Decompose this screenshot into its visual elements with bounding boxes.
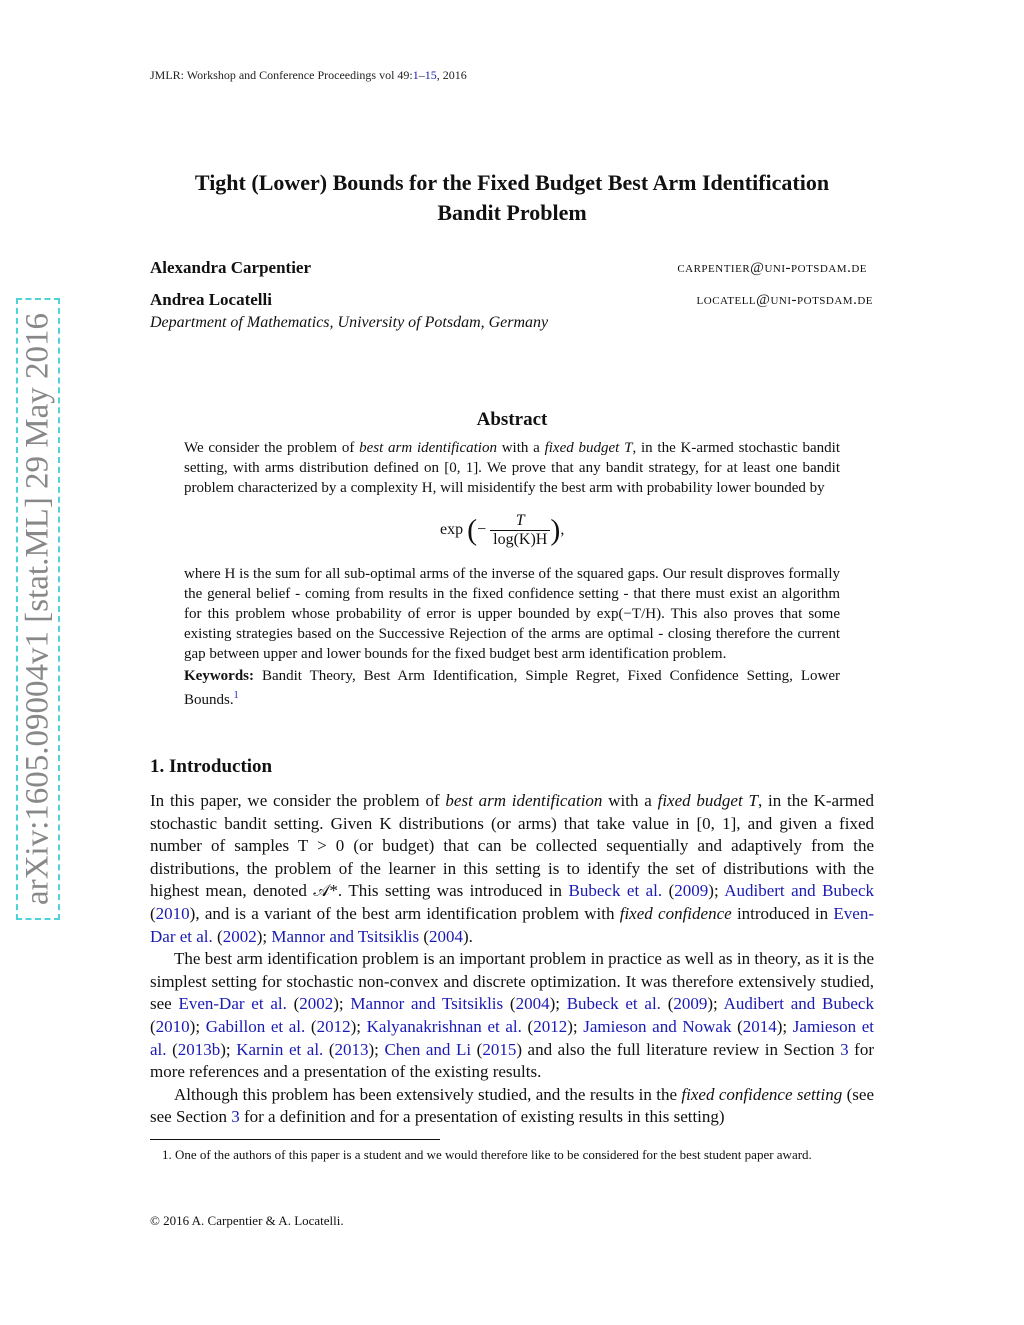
citation-year-link[interactable]: 2015: [482, 1039, 517, 1059]
abstract-paragraph-2: where H is the sum for all sub-optimal arms of the inverse of the squared gaps. Our result disproves formally the general belief - coming from results in the fixed confidence setting - that there must exist an algorithm for this problem whose probability of error is upper bounded by exp(−T/H). This also proves that some existing strategies based on the Successive Rejection of the arms are optimal - closing therefore the current gap between upper and lower bounds for the fixed budget best arm identification problem. Keywords: Bandit Theory, Best Arm Identification, Simple Regret, Fixed Confidence Setting, Lower Bounds.$^1$: [184, 566, 840, 708]
citation-year-link[interactable]: 2004: [515, 994, 550, 1014]
citation-year-link[interactable]: 2014: [742, 1016, 777, 1036]
citation-link[interactable]: Jamieson and Nowak: [583, 1016, 732, 1036]
citation-year-link[interactable]: 2009: [673, 994, 708, 1014]
abstract-paragraph-1: We consider the problem of best arm identification with a fixed budget T, in the K-armed stochastic bandit setting, with arms distribution defined on [0, 1]. We prove that any bandit strategy, for at least one bandit problem characterized by a complexity H, will misidentify the best arm with probability lower bounded by: [184, 440, 840, 496]
author-name-2: Andrea Locatelli: [150, 290, 272, 309]
intro-paragraph-2: The best arm identification problem is an important problem in practice as well as in theory, as it is the simplest setting for stochastic non-convex and discrete optimization. It was therefore extensively studied, see Even-Dar et al. (2002); Mannor and Tsitsiklis (2004); Bubeck et al. (2009); Audibert and Bubeck (2010); Gabillon et al. (2012); Kalyanakrishnan et al. (2012); Jamieson and Nowak (2014); Jamieson et al. (2013b); Karnin et al. (2013); Chen and Li (2015) and also the full literature review in Section 3 for more references and a presentation of the existing results.: [150, 949, 874, 1082]
citation-link[interactable]: Mannor and Tsitsiklis: [350, 994, 504, 1014]
citation-year-link[interactable]: 2010: [155, 903, 190, 923]
author-name-1: Alexandra Carpentier: [150, 258, 312, 277]
intro-paragraphs: [150, 790, 874, 1129]
citation-year-link[interactable]: 2004: [429, 926, 463, 946]
section-ref-link[interactable]: 3: [231, 1107, 240, 1127]
citation-year-link[interactable]: 2012: [533, 1016, 568, 1036]
footnote-rule: [150, 1139, 440, 1140]
formula-denominator: log(K)H: [493, 531, 548, 548]
citation-year-link[interactable]: 2013b: [177, 1039, 221, 1059]
citation-link[interactable]: Even-Dar et al.: [150, 903, 875, 946]
formula-numerator: T: [490, 512, 550, 531]
arxiv-stamp-text: arXiv:1605.09004v1 [stat.ML] 29 May 2016: [19, 312, 56, 906]
header-dash: –: [418, 68, 425, 82]
citation-link[interactable]: Kalyanakrishnan et al.: [366, 1016, 522, 1036]
formula-fraction: [490, 512, 550, 549]
section-ref-link[interactable]: 3: [840, 1039, 849, 1059]
citation-link[interactable]: Chen and Li: [384, 1039, 472, 1059]
header-year: , 2016: [436, 68, 467, 82]
section-heading-introduction: 1. Introduction: [150, 756, 273, 777]
citation-link[interactable]: Bubeck et al.: [566, 994, 661, 1014]
citation-year-link[interactable]: 2010: [155, 1016, 190, 1036]
keywords-label: Keywords:: [184, 668, 254, 684]
footnote-mark: 1.: [162, 1147, 172, 1162]
citation-link[interactable]: Gabillon et al.: [205, 1016, 306, 1036]
citation-link[interactable]: Mannor and Tsitsiklis: [271, 926, 420, 946]
header-text: JMLR: Workshop and Conference Proceedings vol 49:: [150, 68, 413, 82]
citation-link[interactable]: Jamieson et al.: [150, 1016, 874, 1059]
citation-year-link[interactable]: 2002: [222, 926, 257, 946]
footnote-ref-link[interactable]: 1: [233, 690, 239, 701]
formula-minus: −: [477, 521, 487, 539]
paper-title: [150, 168, 874, 228]
header-page-end-link[interactable]: 15: [424, 68, 437, 82]
intro-paragraph-1: In this paper, we consider the problem of best arm identification with a fixed budget T, in the K-armed stochastic bandit setting. Given K distributions (or arms) that take value in [0, 1], and given a fixed number of samples T > 0 (or budget) that can be collected sequentially and adaptively from the distributions, the problem of the learner in this setting is to identify the set of distributions with the highest mean, denoted 𝒜*. This setting was introduced in Bubeck et al. (2009); Audibert and Bubeck (2010), and is a variant of the best arm identification problem with fixed confidence introduced in Even-Dar et al. (2002); Mannor and Tsitsiklis (2004).: [150, 791, 875, 946]
title-line-2: Bandit Problem: [437, 200, 587, 225]
author-email-2[interactable]: locatell@uni-potsdam.de: [696, 292, 873, 308]
citation-link[interactable]: Audibert and Bubeck: [723, 994, 874, 1014]
citation-year-link[interactable]: 2012: [316, 1016, 351, 1036]
citation-link[interactable]: Even-Dar et al.: [178, 994, 287, 1014]
intro-paragraph-3: Although this problem has been extensively studied, and the results in the fixed confidence setting (see see Section 3 for a definition and for a presentation of existing results in this setting): [150, 1084, 874, 1127]
header-page-start-link[interactable]: 1: [412, 68, 419, 82]
abstract-formula: exp (− $\frac{T}{\log(K)H}$ ),: [440, 512, 565, 548]
keywords-list: Bandit Theory, Best Arm Identification, Simple Regret, Fixed Confidence Setting, Lower Bounds.: [184, 668, 840, 708]
running-header: [150, 68, 467, 83]
arxiv-stamp[interactable]: [16, 298, 60, 920]
citation-year-link[interactable]: 2002: [299, 994, 334, 1014]
footnote: [150, 1145, 874, 1164]
citation-year-link[interactable]: 2009: [674, 881, 709, 901]
footnote-text: One of the authors of this paper is a student and we would therefore like to be considered for the best student paper award.: [171, 1147, 812, 1162]
copyright-line: © 2016 A. Carpentier & A. Locatelli.: [150, 1213, 344, 1228]
abstract-heading: Abstract: [476, 409, 548, 430]
formula-exp: exp: [440, 521, 464, 539]
keywords-line: [184, 666, 840, 710]
author-email-1[interactable]: carpentier@uni-potsdam.de: [677, 260, 867, 276]
title-line-1: Tight (Lower) Bounds for the Fixed Budget Best Arm Identification: [194, 170, 830, 195]
citation-link[interactable]: Audibert and Bubeck: [724, 881, 875, 901]
citation-link[interactable]: Karnin et al.: [236, 1039, 324, 1059]
affiliation: Department of Mathematics, University of Potsdam, Germany: [150, 314, 549, 331]
citation-link[interactable]: Bubeck et al.: [568, 881, 663, 901]
citation-year-link[interactable]: 2013: [334, 1039, 369, 1059]
